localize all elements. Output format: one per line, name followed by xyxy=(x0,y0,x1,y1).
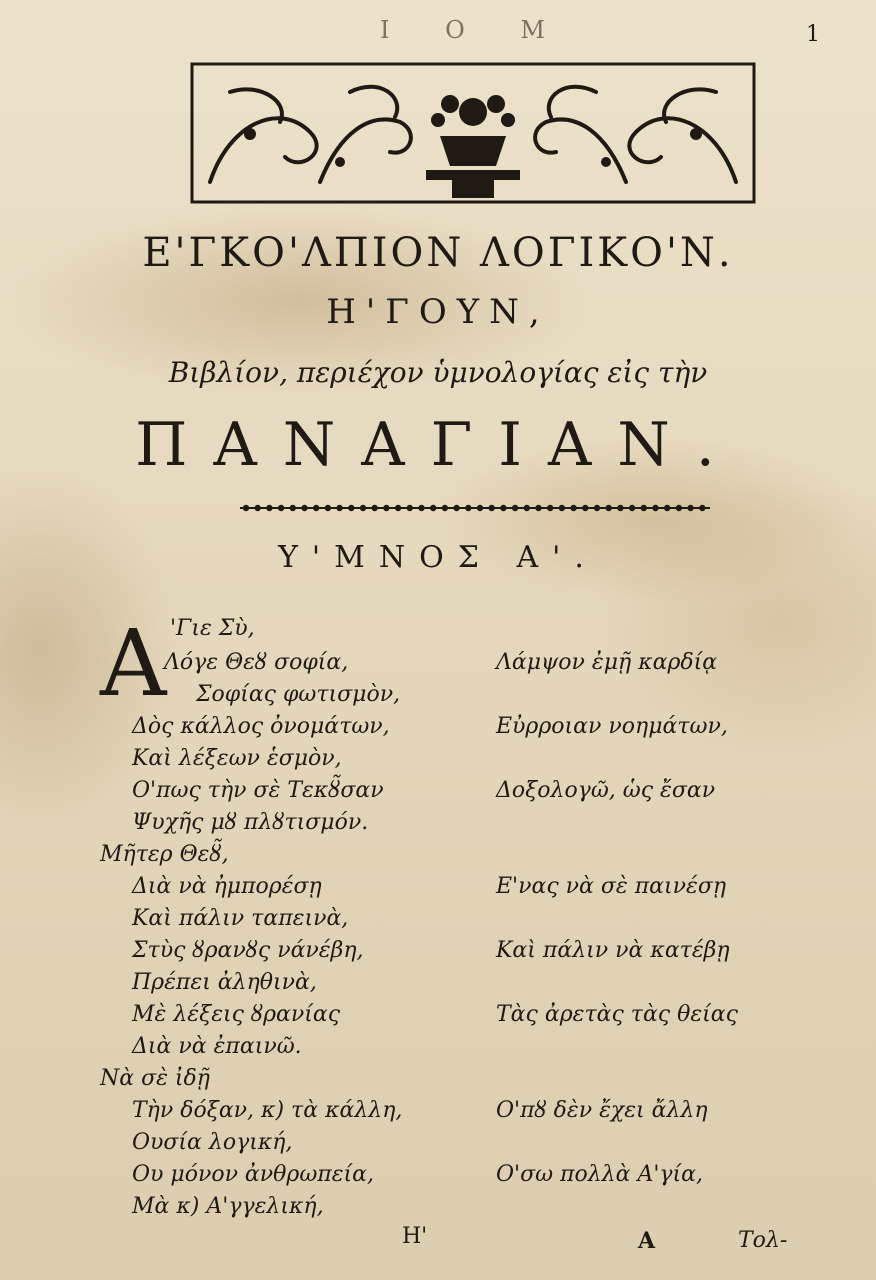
verse-line-left: Λόγε Θεȣ σοφία, xyxy=(164,650,349,675)
book-title: Ε'ΓΚΟ'ΛΠΙΟΝ ΛΟΓΙΚΟ'Ν. xyxy=(142,230,734,276)
verse-line-right: Καὶ πάλιν νὰ κατέβῃ xyxy=(496,938,730,963)
verse-line-left: Τὴν δόξαν, κ) τὰ κάλλη, xyxy=(132,1098,403,1123)
verse-line-left: Νὰ σὲ ἰδῇ xyxy=(100,1066,210,1091)
verse-line-left: Ουσία λογική, xyxy=(132,1130,293,1155)
catchword-right: Τολ- xyxy=(738,1228,788,1253)
verse-line-left: Πρέπει ἀληθινὰ, xyxy=(132,970,317,995)
verse-line-left: Στὺς ȣρανȣς νάνέβη, xyxy=(132,938,364,963)
catchword: Η' xyxy=(402,1224,428,1249)
verse-line-left: Καὶ πάλιν ταπεινὰ, xyxy=(132,906,349,931)
verse-line-right: Ε'νας νὰ σὲ παινέσῃ xyxy=(496,874,727,899)
verse-line-right: Λάμψον ἐμῇ καρδίᾳ xyxy=(496,650,718,675)
hymn-heading: Υ'ΜΝΟΣ Α'. xyxy=(278,540,598,575)
subtitle: Η'ΓΟΥΝ, xyxy=(326,292,550,332)
verse-line-right: Εὐρροιαν νοημάτων, xyxy=(496,714,728,739)
verse-line-left: Δὸς κάλλος ὀνομάτων, xyxy=(132,714,390,739)
running-head: Ι Ο Μ xyxy=(380,16,569,44)
drop-cap: Α xyxy=(100,610,167,717)
ornamental-rule xyxy=(240,500,710,516)
verse-line-left: Ου μόνον ἀνθρωπεία, xyxy=(132,1162,375,1187)
verse-line-left: Μῆτερ Θεȣ̃, xyxy=(100,842,229,867)
description-line: Βιβλίον, περιέχον ὑμνολογίας εἰς τὴν xyxy=(168,356,708,389)
verse-line-left: Διὰ νὰ ἠμπορέσῃ xyxy=(132,874,322,899)
verse-line-left: Μὲ λέξεις ȣρανίας xyxy=(132,1002,341,1027)
dedication-title: ΠΑΝΑΓΙΑΝ. xyxy=(135,410,741,480)
verse-line-left: Διὰ νὰ ἐπαινῶ. xyxy=(132,1034,302,1059)
verse-line-left: Σοφίας φωτισμὸν, xyxy=(196,682,401,707)
verse-line-left: Μὰ κ) Α'γγελική, xyxy=(132,1194,324,1219)
verse-line-left: Ψυχῆς μȣ πλȣτισμόν. xyxy=(132,810,369,835)
verse-line-left: 'Γιε Σὺ, xyxy=(170,616,255,641)
verse-line-left: Ο'πως τὴν σὲ Τεκȣ̃σαν xyxy=(132,778,384,803)
page-number: 1 xyxy=(806,22,820,47)
ornamental-headpiece xyxy=(190,62,756,204)
catchword-right: Α xyxy=(638,1228,656,1254)
verse-line-right: Ο'πȣ δὲν ἔχει ἄλλη xyxy=(496,1098,708,1123)
verse-line-right: Ο'σω πολλὰ Α'γία, xyxy=(496,1162,704,1187)
verse-line-left: Καὶ λέξεων ἑσμὸν, xyxy=(132,746,342,771)
verse-line-right: Δοξολογῶ, ὡς ἔσαν xyxy=(496,778,716,803)
verse-line-right: Τὰς ἀρετὰς τὰς θείας xyxy=(496,1002,738,1027)
